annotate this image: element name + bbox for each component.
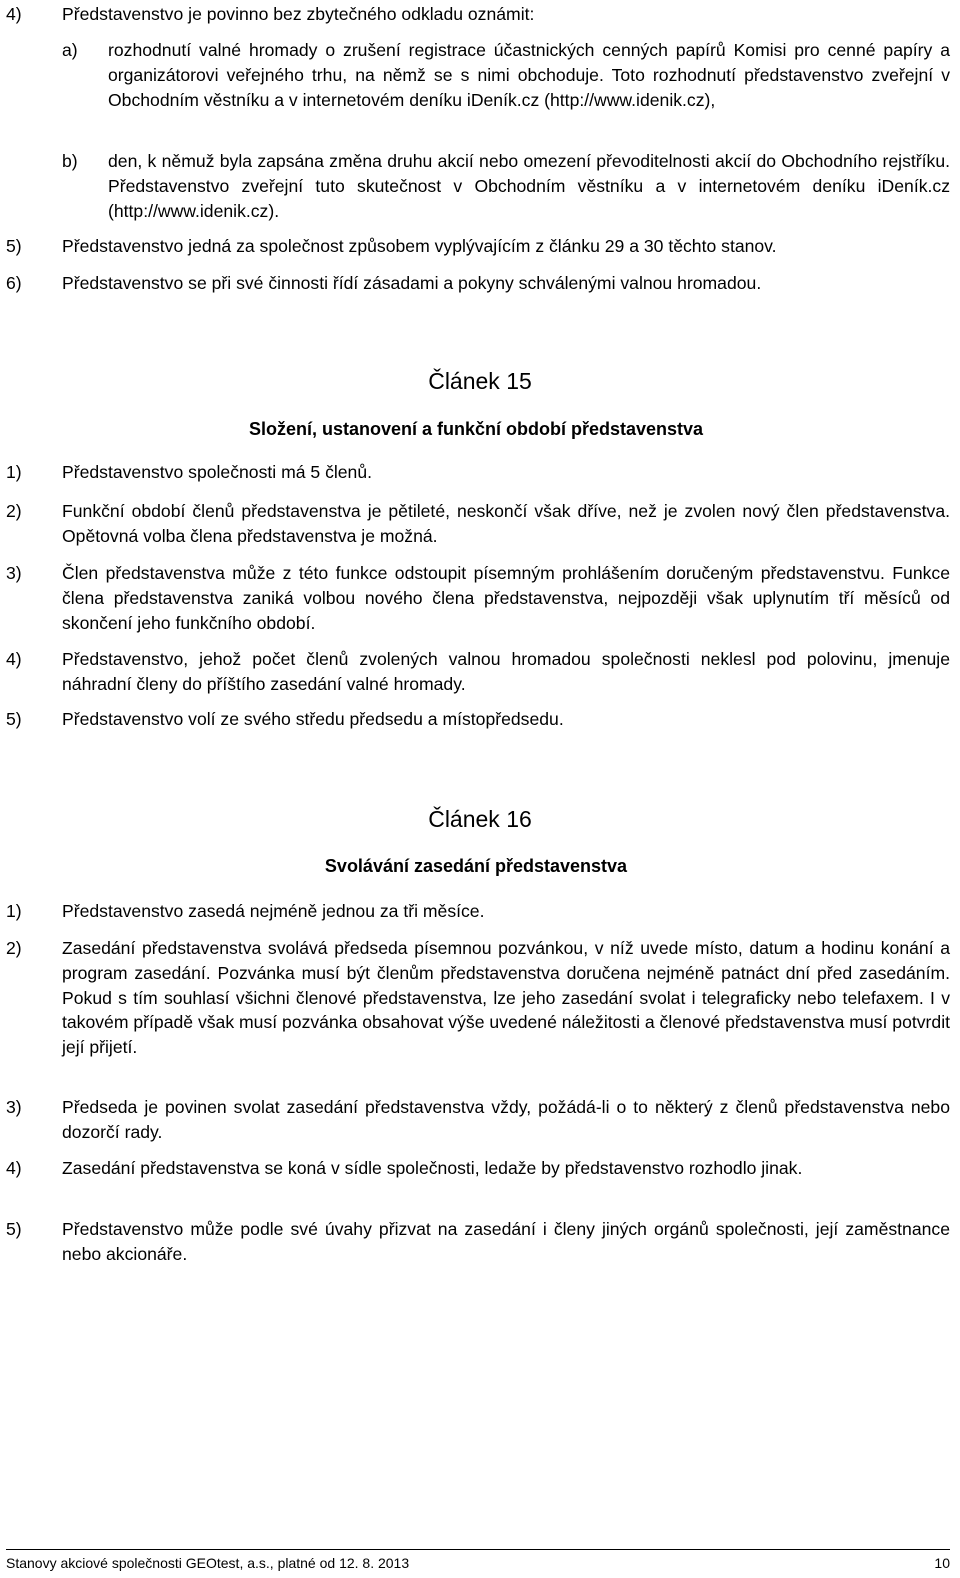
art15-paragraph-4 bbox=[6, 647, 950, 697]
item-text: Představenstvo se při své činnosti řídí zásadami a pokyny schválenými valnou hromadou. bbox=[62, 273, 762, 293]
item-number: 1) bbox=[6, 462, 22, 482]
page-footer bbox=[6, 1549, 950, 1571]
item-text: Představenstvo, jehož počet členů zvolených valnou hromadou společnosti neklesl pod polovinu, jmenuje náhradní členy do příštího zasedání valné hromady. bbox=[62, 649, 950, 694]
item-text: Představenstvo může podle své úvahy přizvat na zasedání i členy jiných orgánů společnosti, její zaměstnance nebo akcionáře. bbox=[62, 1219, 950, 1264]
subitem-a bbox=[62, 38, 950, 112]
item-text: Představenstvo volí ze svého středu předsedu a místopředsedu. bbox=[62, 709, 564, 729]
item-text: Zasedání představenstva svolává předseda písemnou pozvánkou, v níž uvede místo, datum a hodinu konání a program zasedání. Pozvánka musí být členům představenstva doručena nejméně patnáct dní před zasedáním. Pokud s tím souhlasí všichni členové představenstva, lze jeho zasedání svolat i telegraficky nebo telefaxem. I v takovém případě však musí pozvánka obsahovat výše uvedené náležitosti a členové představenstva musí potvrdit její přijetí. bbox=[62, 938, 950, 1058]
item-number: 4) bbox=[6, 1158, 22, 1178]
item-text: Představenstvo jedná za společnost způsobem vyplývajícím z článku 29 a 30 těchto stanov. bbox=[62, 236, 777, 256]
footer-document-title: Stanovy akciové společnosti GEOtest, a.s., platné od 12. 8. 2013 bbox=[6, 1555, 410, 1571]
item-number: 5) bbox=[6, 1219, 22, 1239]
art15-paragraph-1 bbox=[6, 460, 950, 485]
subitem-text: rozhodnutí valné hromady o zrušení registrace účastnických cenných papírů Komisi pro cenné papíry a organizátorovi veřejného trhu, na němž se s nimi obchoduje. Toto rozhodnutí představenstvo zveřejní v Obchodním věstníku a v internetovém deníku iDeník.cz (http://www.idenik.cz), bbox=[108, 40, 950, 110]
art15-paragraph-3 bbox=[6, 561, 950, 635]
paragraph-5 bbox=[6, 234, 950, 259]
art16-paragraph-3 bbox=[6, 1095, 950, 1145]
item-number: 5) bbox=[6, 236, 22, 256]
art16-paragraph-4 bbox=[6, 1156, 950, 1181]
item-number: 4) bbox=[6, 649, 22, 669]
article-15-subtitle: Složení, ustanovení a funkční období představenstva bbox=[248, 419, 704, 439]
item-text: Představenstvo zasedá nejméně jednou za tři měsíce. bbox=[62, 901, 485, 921]
subitem-b bbox=[62, 149, 950, 223]
item-number: 2) bbox=[6, 938, 22, 958]
article-16-subtitle: Svolávání zasedání představenstva bbox=[324, 856, 628, 876]
item-number: 2) bbox=[6, 501, 22, 521]
item-number: 4) bbox=[6, 4, 22, 24]
item-number: 1) bbox=[6, 901, 22, 921]
item-text: Představenstvo je povinno bez zbytečného odkladu oznámit: bbox=[62, 4, 535, 24]
subitem-text: den, k němuž byla zapsána změna druhu akcií nebo omezení převoditelnosti akcií do Obchodního rejstříku. Představenstvo zveřejní tuto skutečnost v Obchodním věstníku a v internetovém deníku iDeník.cz (http://www.idenik.cz). bbox=[108, 151, 950, 221]
item-text: Představenstvo společnosti má 5 členů. bbox=[62, 462, 373, 482]
article-16-title: Článek 16 bbox=[428, 806, 532, 832]
subitem-label: a) bbox=[62, 40, 78, 60]
item-text: Člen představenstva může z této funkce odstoupit písemným prohlášením doručeným představenstvu. Funkce člena představenstva zaniká volbou nového člena představenstva, nejpozději však uplynutím tří měsíců od skončení jeho funkčního období. bbox=[62, 563, 950, 633]
item-text: Předseda je povinen svolat zasedání představenstva vždy, požádá-li o to některý z členů představenstva nebo dozorčí rady. bbox=[62, 1097, 950, 1142]
item-number: 3) bbox=[6, 1097, 22, 1117]
paragraph-4 bbox=[6, 2, 950, 27]
art15-paragraph-2 bbox=[6, 499, 950, 549]
subitem-label: b) bbox=[62, 151, 78, 171]
paragraph-6 bbox=[6, 271, 950, 296]
art16-paragraph-5 bbox=[6, 1217, 950, 1267]
item-text: Funkční období členů představenstva je pětileté, neskončí však dříve, než je zvolen nový člen představenstva. Opětovná volba člena představenstva je možná. bbox=[62, 501, 950, 546]
item-number: 5) bbox=[6, 709, 22, 729]
item-text: Zasedání představenstva se koná v sídle společnosti, ledaže by představenstvo rozhodlo jinak. bbox=[62, 1158, 803, 1178]
item-number: 3) bbox=[6, 563, 22, 583]
art16-paragraph-2 bbox=[6, 936, 950, 1060]
footer-divider bbox=[6, 1549, 950, 1550]
art15-paragraph-5 bbox=[6, 707, 950, 732]
item-number: 6) bbox=[6, 273, 22, 293]
art16-paragraph-1 bbox=[6, 899, 950, 924]
article-15-title: Článek 15 bbox=[428, 368, 532, 394]
page-number: 10 bbox=[934, 1555, 950, 1571]
